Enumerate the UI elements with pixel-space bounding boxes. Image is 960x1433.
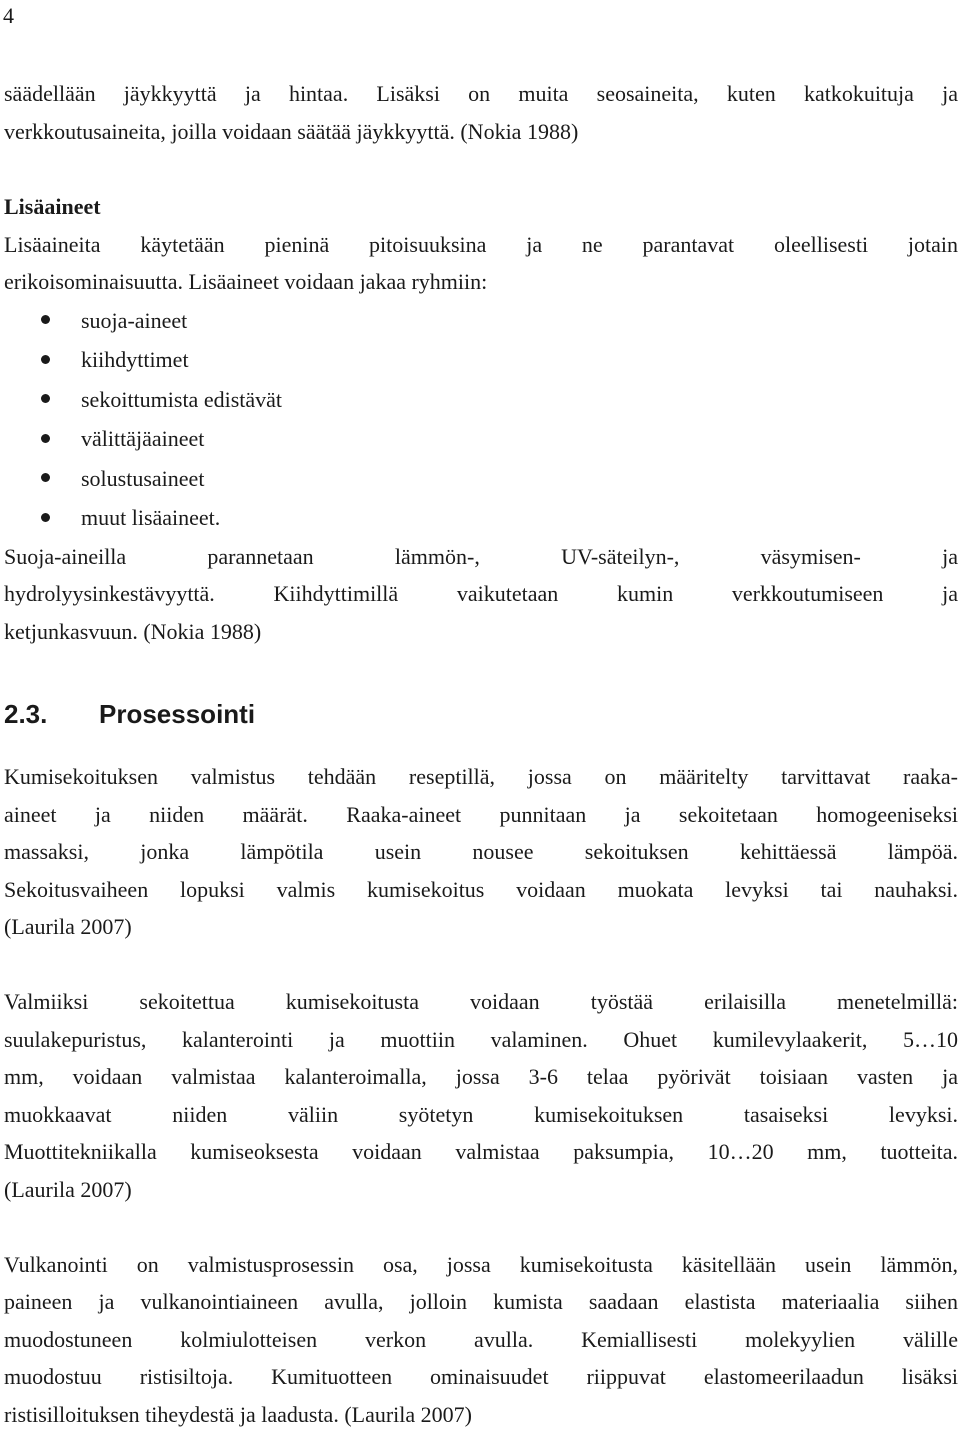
paragraph-line: Sekoitusvaiheen lopuksi valmis kumisekoitus voidaan muokata levyksi tai nauhaksi. bbox=[4, 871, 958, 909]
additives-list bbox=[4, 301, 958, 538]
bullet-icon bbox=[41, 513, 50, 522]
processing-paragraph-3 bbox=[4, 1246, 958, 1433]
list-item bbox=[4, 498, 958, 538]
list-item-label: kiihdyttimet bbox=[81, 347, 189, 372]
list-item bbox=[4, 419, 958, 459]
paragraph-line: massaksi, jonka lämpötila usein nousee sekoituksen kehittäessä lämpöä. bbox=[4, 833, 958, 871]
paragraph-line: aineet ja niiden määrät. Raaka-aineet punnitaan ja sekoitetaan homogeeniseksi bbox=[4, 796, 958, 834]
list-item-label: muut lisäaineet. bbox=[81, 505, 220, 530]
paragraph-line: erikoisominaisuutta. Lisäaineet voidaan jakaa ryhmiin: bbox=[4, 263, 958, 301]
list-item bbox=[4, 301, 958, 341]
paragraph-line: paineen ja vulkanointiaineen avulla, jolloin kumista saadaan elastista materiaalia siihen bbox=[4, 1283, 958, 1321]
paragraph-line: suulakepuristus, kalanterointi ja muottiin valaminen. Ohuet kumilevylaakerit, 5…10 bbox=[4, 1021, 958, 1059]
paragraph-line: (Laurila 2007) bbox=[4, 908, 958, 946]
list-item-label: solustusaineet bbox=[81, 466, 204, 491]
list-item bbox=[4, 340, 958, 380]
bullet-icon bbox=[41, 315, 50, 324]
intro-paragraph bbox=[4, 75, 958, 150]
list-item bbox=[4, 380, 958, 420]
section-number: 2.3. bbox=[4, 696, 99, 732]
paragraph-line: hydrolyysinkestävyyttä. Kiihdyttimillä vaikutetaan kumin verkkoutumiseen ja bbox=[4, 575, 958, 613]
paragraph-gap bbox=[4, 1208, 958, 1246]
list-item-label: suoja-aineet bbox=[81, 308, 187, 333]
paragraph-line: muodostuneen kolmiulotteisen verkon avulla. Kemiallisesti molekyylien välille bbox=[4, 1321, 958, 1359]
paragraph-line: muodostuu ristisiltoja. Kumituotteen ominaisuudet riippuvat elastomeerilaadun lisäksi bbox=[4, 1358, 958, 1396]
paragraph-line: mm, voidaan valmistaa kalanteroimalla, jossa 3-6 telaa pyörivät toisiaan vasten ja bbox=[4, 1058, 958, 1096]
paragraph-line: säädellään jäykkyyttä ja hintaa. Lisäksi on muita seosaineita, kuten katkokuituja ja bbox=[4, 75, 958, 113]
paragraph-line: ristisilloituksen tiheydestä ja laadusta. (Laurila 2007) bbox=[4, 1396, 958, 1433]
list-item-label: sekoittumista edistävät bbox=[81, 387, 282, 412]
section-heading bbox=[4, 696, 958, 732]
processing-paragraph-1 bbox=[4, 758, 958, 946]
bullet-icon bbox=[41, 394, 50, 403]
paragraph-line: Lisäaineita käytetään pieninä pitoisuuksina ja ne parantavat oleellisesti jotain bbox=[4, 226, 958, 264]
paragraph-line: muokkaavat niiden väliin syötetyn kumisekoituksen tasaiseksi levyksi. bbox=[4, 1096, 958, 1134]
bullet-icon bbox=[41, 355, 50, 364]
paragraph-line: (Laurila 2007) bbox=[4, 1171, 958, 1209]
paragraph-gap bbox=[4, 946, 958, 984]
section-title: Prosessointi bbox=[99, 696, 255, 732]
additives-heading: Lisäaineet bbox=[4, 188, 958, 226]
paragraph-line: verkkoutusaineita, joilla voidaan säätää jäykkyyttä. (Nokia 1988) bbox=[4, 113, 958, 151]
paragraph-line: ketjunkasvuun. (Nokia 1988) bbox=[4, 613, 958, 651]
bullet-icon bbox=[41, 473, 50, 482]
additives-intro bbox=[4, 226, 958, 301]
paragraph-line: Muottitekniikalla kumiseoksesta voidaan valmistaa paksumpia, 10…20 mm, tuotteita. bbox=[4, 1133, 958, 1171]
paragraph-line: Suoja-aineilla parannetaan lämmön-, UV-säteilyn-, väsymisen- ja bbox=[4, 538, 958, 576]
processing-paragraph-2 bbox=[4, 983, 958, 1208]
paragraph-line: Vulkanointi on valmistusprosessin osa, jossa kumisekoitusta käsitellään usein lämmön, bbox=[4, 1246, 958, 1284]
additives-explanation bbox=[4, 538, 958, 651]
list-item bbox=[4, 459, 958, 499]
bullet-icon bbox=[41, 434, 50, 443]
paragraph-line: Valmiiksi sekoitettua kumisekoitusta voidaan työstää erilaisilla menetelmillä: bbox=[4, 983, 958, 1021]
paragraph-line: Kumisekoituksen valmistus tehdään reseptillä, jossa on määritelty tarvittavat raaka- bbox=[4, 758, 958, 796]
page-number: 4 bbox=[3, 2, 14, 30]
list-item-label: välittäjäaineet bbox=[81, 426, 204, 451]
page-content bbox=[4, 75, 958, 1433]
